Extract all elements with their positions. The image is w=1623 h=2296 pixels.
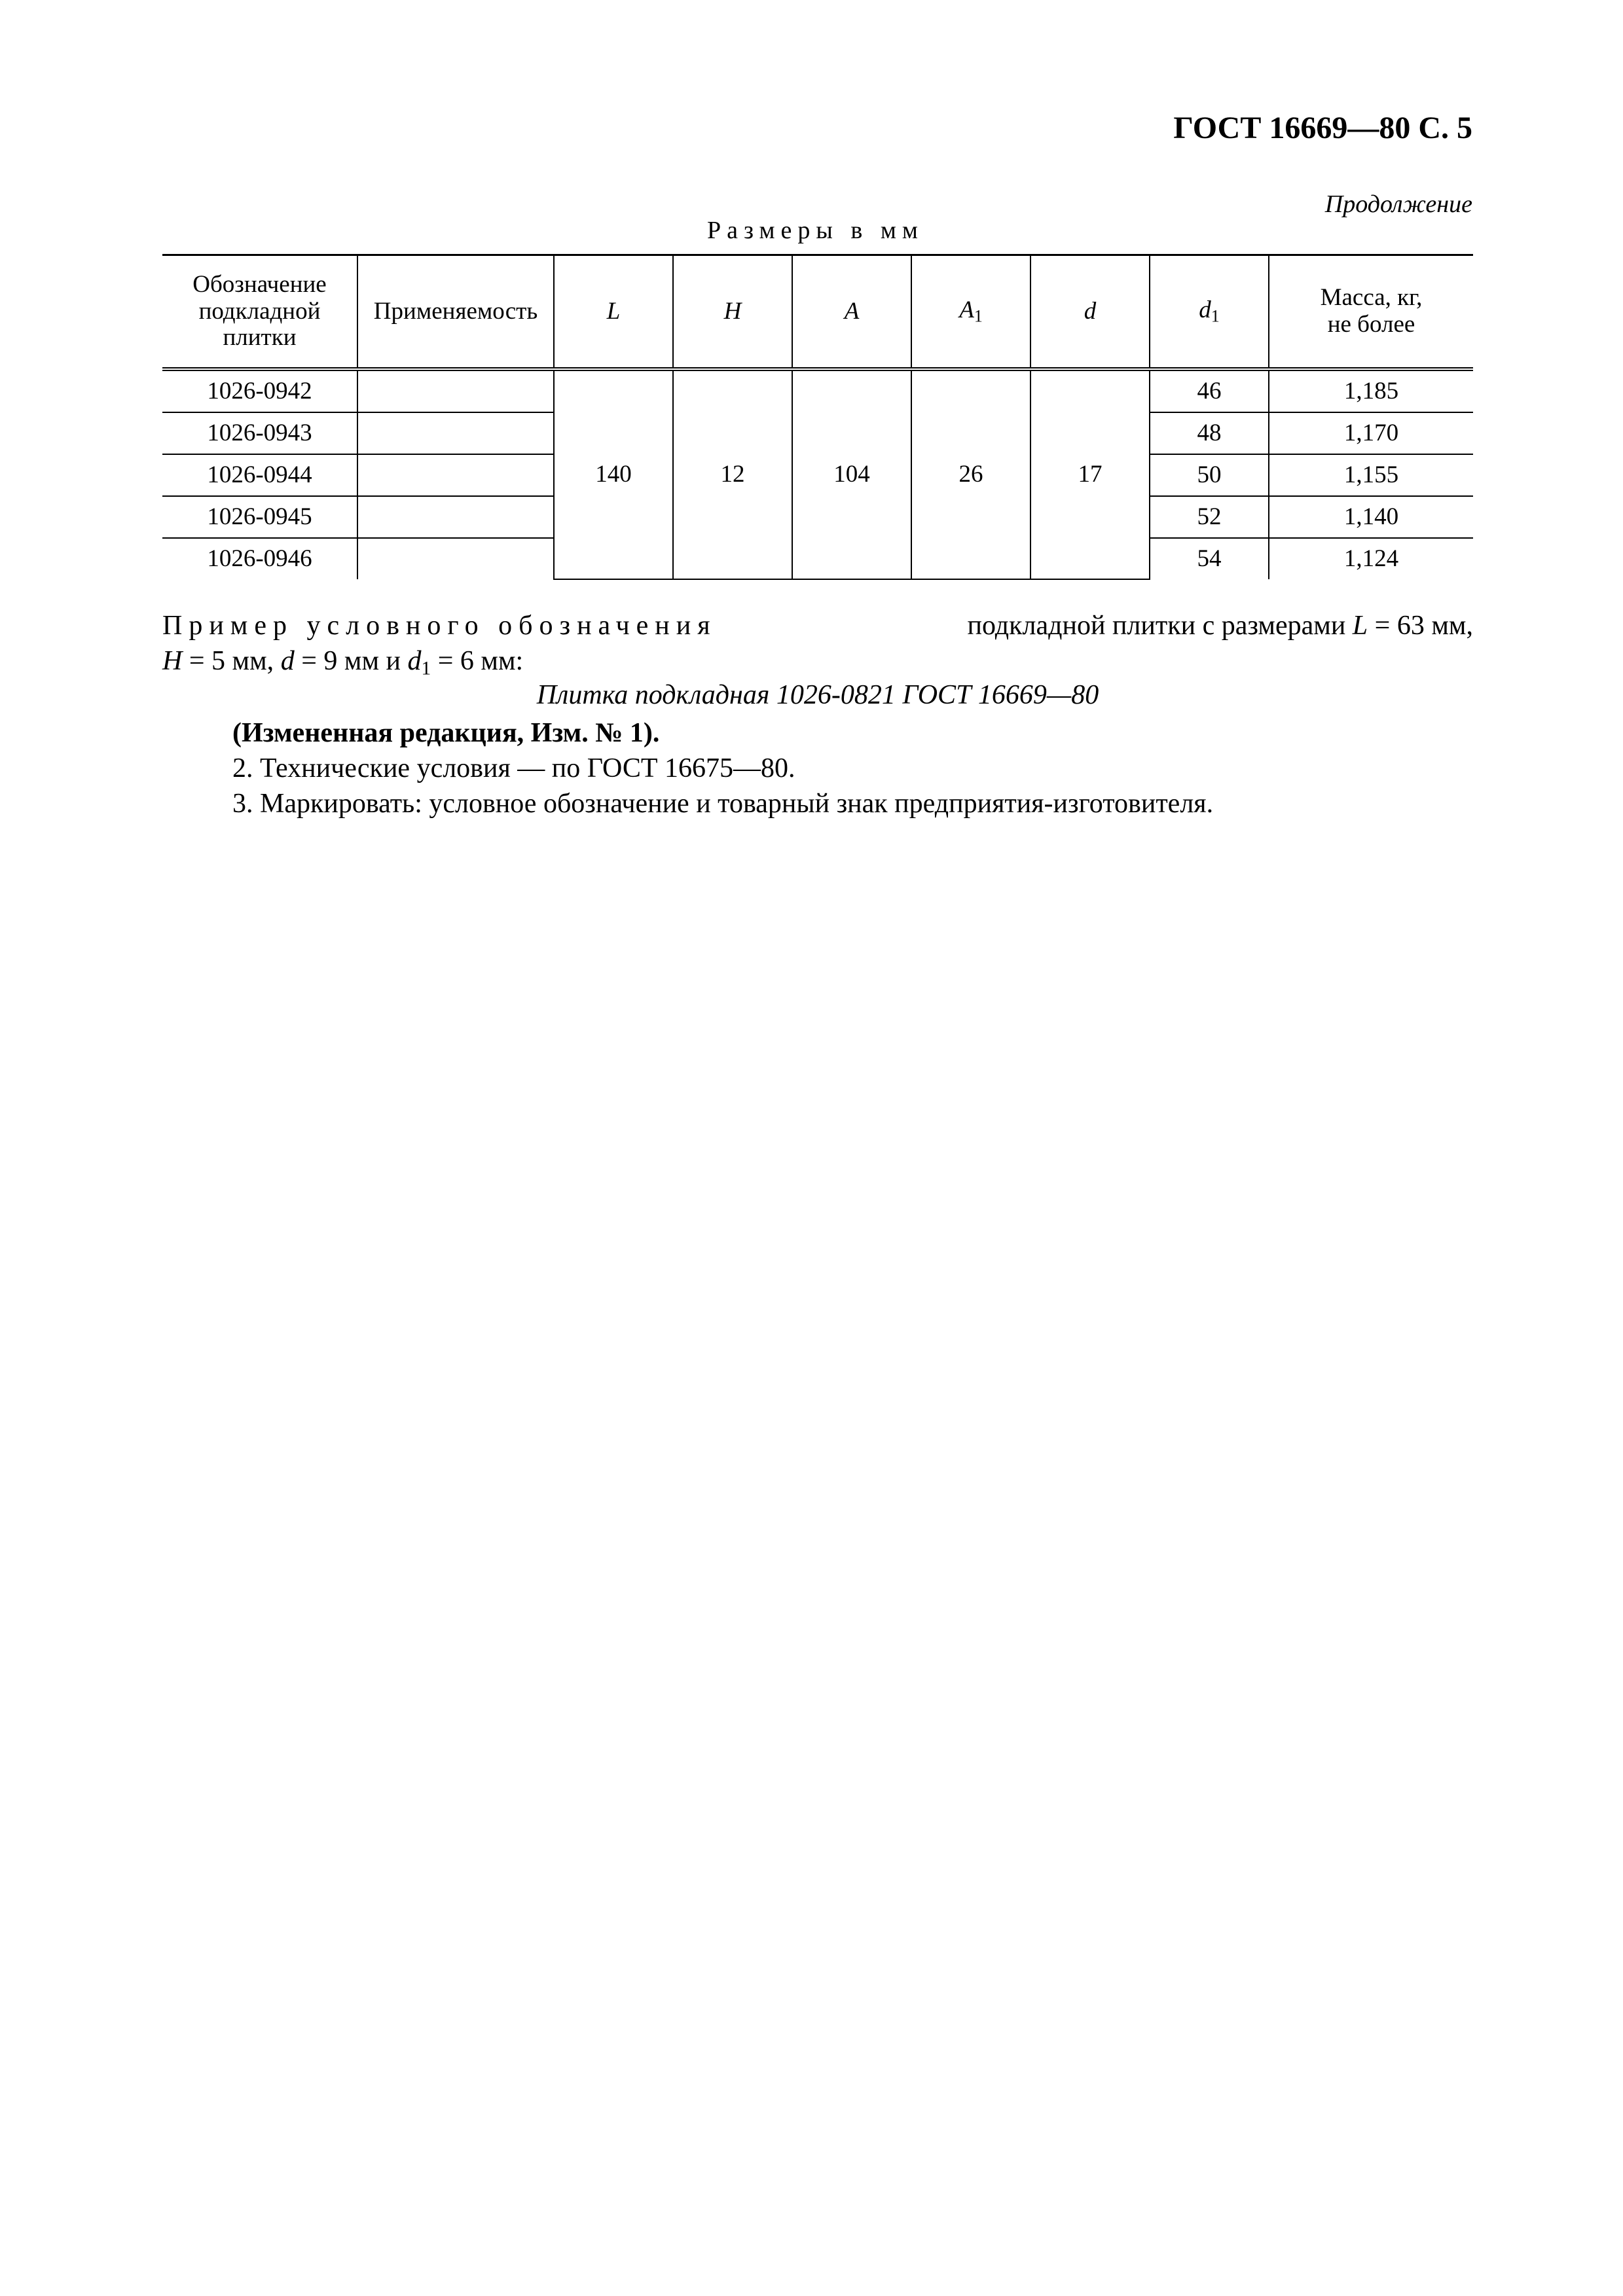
cell-designation: 1026-0946	[162, 538, 357, 579]
header-designation: Обозначение подкладной плитки	[162, 255, 357, 370]
example-paragraph-line1	[162, 607, 1473, 644]
cell-d1: 50	[1150, 454, 1269, 496]
example-d-symbol: d	[280, 646, 295, 676]
cell-applicability	[357, 412, 554, 454]
cell-L: 140	[554, 369, 673, 579]
example-L-symbol: L	[1352, 611, 1368, 641]
example-line1-text	[967, 607, 1473, 644]
example-d1-symbol: d	[407, 646, 422, 676]
cell-A: 104	[792, 369, 911, 579]
example-lead: Пример условного обозначения	[162, 611, 717, 641]
cell-designation: 1026-0943	[162, 412, 357, 454]
header-A: A	[792, 255, 911, 370]
cell-mass: 1,170	[1269, 412, 1473, 454]
cell-d1: 48	[1150, 412, 1269, 454]
cell-d: 17	[1030, 369, 1150, 579]
example-line1-rest: подкладной плитки с размерами	[967, 611, 1346, 641]
cell-applicability	[357, 538, 554, 579]
header-A1-sub: 1	[974, 306, 983, 326]
header-d1-base: d	[1199, 296, 1211, 324]
table-header-row	[162, 255, 1473, 370]
units-caption: Размеры в мм	[707, 217, 924, 244]
example-H-value: = 5 мм,	[189, 646, 274, 676]
cell-designation: 1026-0944	[162, 454, 357, 496]
cell-mass: 1,155	[1269, 454, 1473, 496]
example-d-value: = 9 мм и	[301, 646, 401, 676]
header-d1-sub: 1	[1211, 306, 1220, 326]
cell-A1: 26	[911, 369, 1030, 579]
cell-applicability	[357, 369, 554, 412]
cell-d1: 52	[1150, 496, 1269, 538]
cell-d1: 46	[1150, 369, 1269, 412]
cell-applicability	[357, 454, 554, 496]
cell-mass: 1,140	[1269, 496, 1473, 538]
header-A1	[911, 255, 1030, 370]
continuation-label: Продолжение	[1324, 190, 1472, 218]
list-item: 2. Технические условия — по ГОСТ 16675—80.	[232, 753, 795, 783]
header-applicability: Применяемость	[357, 255, 554, 370]
header-mass: Масса, кг, не более	[1269, 255, 1473, 370]
header-d1	[1150, 255, 1269, 370]
example-designation: Плитка подкладная 1026-0821 ГОСТ 16669—80	[536, 680, 1099, 710]
example-L-value: = 63 мм,	[1374, 611, 1473, 641]
example-d1-value: = 6 мм:	[437, 646, 524, 676]
cell-designation: 1026-0942	[162, 369, 357, 412]
dimensions-table	[162, 254, 1473, 580]
list-item: 3. Маркировать: условное обозначение и товарный знак предприятия-изготовителя.	[232, 789, 1214, 819]
table-row	[162, 369, 1473, 412]
header-A1-base: A	[959, 296, 974, 324]
cell-d1: 54	[1150, 538, 1269, 579]
header-L: L	[554, 255, 673, 370]
cell-H: 12	[673, 369, 792, 579]
example-d1-sub: 1	[421, 658, 431, 679]
header-d: d	[1030, 255, 1150, 370]
cell-applicability	[357, 496, 554, 538]
header-H: H	[673, 255, 792, 370]
example-H-symbol: H	[162, 646, 183, 676]
cell-mass: 1,185	[1269, 369, 1473, 412]
cell-mass: 1,124	[1269, 538, 1473, 579]
edition-note: (Измененная редакция, Изм. № 1).	[232, 718, 660, 748]
cell-designation: 1026-0945	[162, 496, 357, 538]
page-header-title: ГОСТ 16669—80 С. 5	[1173, 111, 1472, 145]
